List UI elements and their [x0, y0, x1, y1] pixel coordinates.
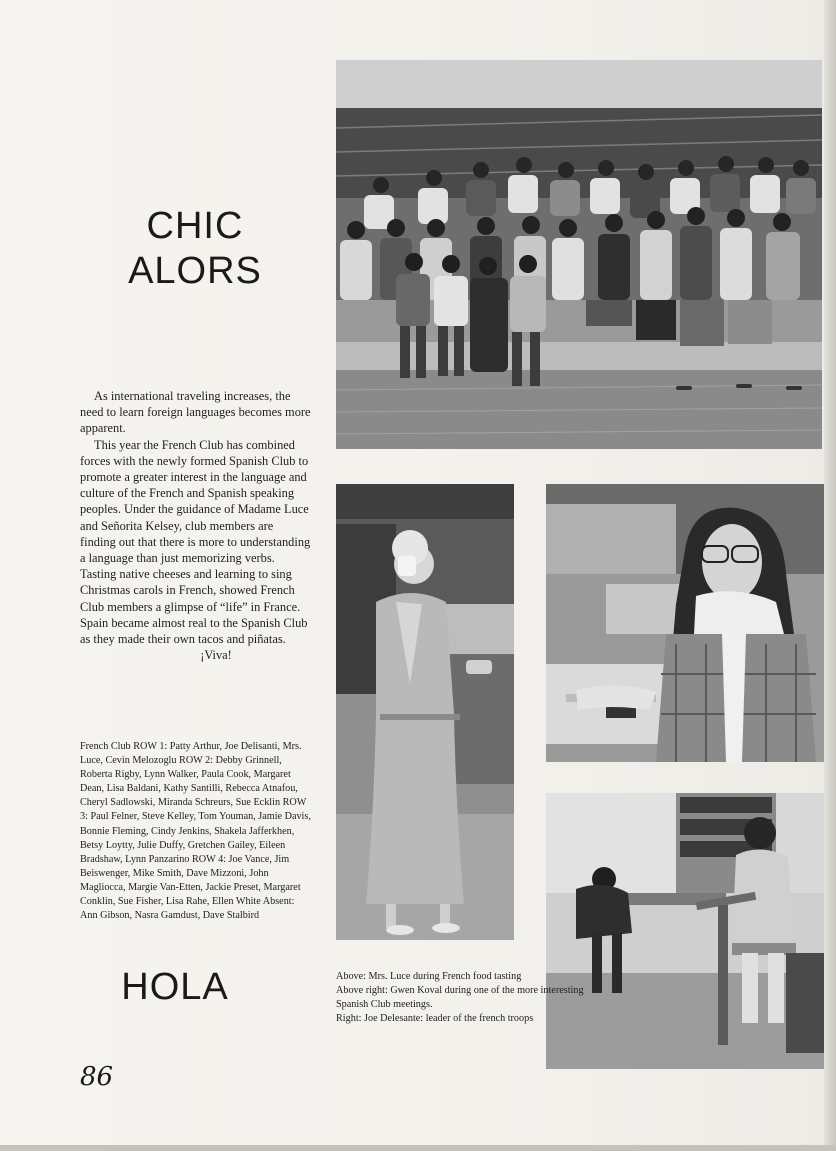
- paragraph-2: This year the French Club has combined forces with the newly formed Spanish Club to promote a greater interest in the language and culture of the French and Spanish speaking peoples. Under the guidance of Madame Luce and Señorita Kelsey, club members are finding out that there is more to understanding a language than just memorizing verbs. Tasting native cheeses and learning to sing Christmas carols in French, showed French Club members a glimpse of “life” in France. Spain became almost real to the Spanish Club as they made their own tacos and piñatas.: [80, 437, 311, 647]
- tasting-photo: [336, 484, 514, 940]
- photo-captions: [336, 970, 586, 1026]
- caption-above: Above: Mrs. Luce during French food tasting: [336, 971, 522, 982]
- section-title-french: [110, 204, 280, 294]
- club-roster: French Club ROW 1: Patty Arthur, Joe Delisanti, Mrs. Luce, Cevin Melozoglu ROW 2: Debby Grinnell, Roberta Rigby, Lynn Walker, Paula Cook, Margaret Dean, Lisa Baldani, Kathy Santilli, Rebecca Atnafou, Cheryl Sadlowski, Miranda Schreurs, Sue Ecklin ROW 3: Paul Felner, Steve Kelley, Tom Youman, Jamie Davis, Bonnie Fleming, Cindy Jenkins, Shakela Jafferkhen, Betsy Loytty, Julie Duffy, Gretchen Gailey, Eileen Bradshaw, Lynn Panzarino ROW 4: Joe Vance, Jim Beiswenger, Mike Smith, Dave Mizzoni, John Magliocca, Margie Van-Etten, Jackie Preset, Margaret Conklin, Sue Fisher, Lisa Rahe, Ellen White Absent: Ann Gibson, Nasra Gamdust, Dave Stalbird: [80, 741, 311, 922]
- caption-above-right: Above right: Gwen Koval during one of the more interesting Spanish Club meetings.: [336, 985, 584, 1011]
- group-photo: [336, 60, 822, 449]
- meeting-photo: [546, 484, 836, 762]
- paragraph-1: As international traveling increases, the need to learn foreign languages becomes more apparent.: [80, 389, 311, 436]
- article-body: [80, 388, 312, 663]
- title-line-2: ALORS: [128, 249, 262, 292]
- page-bottom-edge: [0, 1145, 836, 1151]
- title-line-1: CHIC: [146, 205, 244, 247]
- caption-right: Right: Joe Delesante: leader of the french troops: [336, 1013, 534, 1025]
- classroom-photo: [546, 793, 836, 1069]
- page-number: 86: [80, 1062, 114, 1092]
- page-edge-shadow: [824, 0, 836, 1151]
- section-title-spanish: HOLA: [121, 966, 229, 1008]
- closing-exclamation: ¡Viva!: [200, 648, 232, 663]
